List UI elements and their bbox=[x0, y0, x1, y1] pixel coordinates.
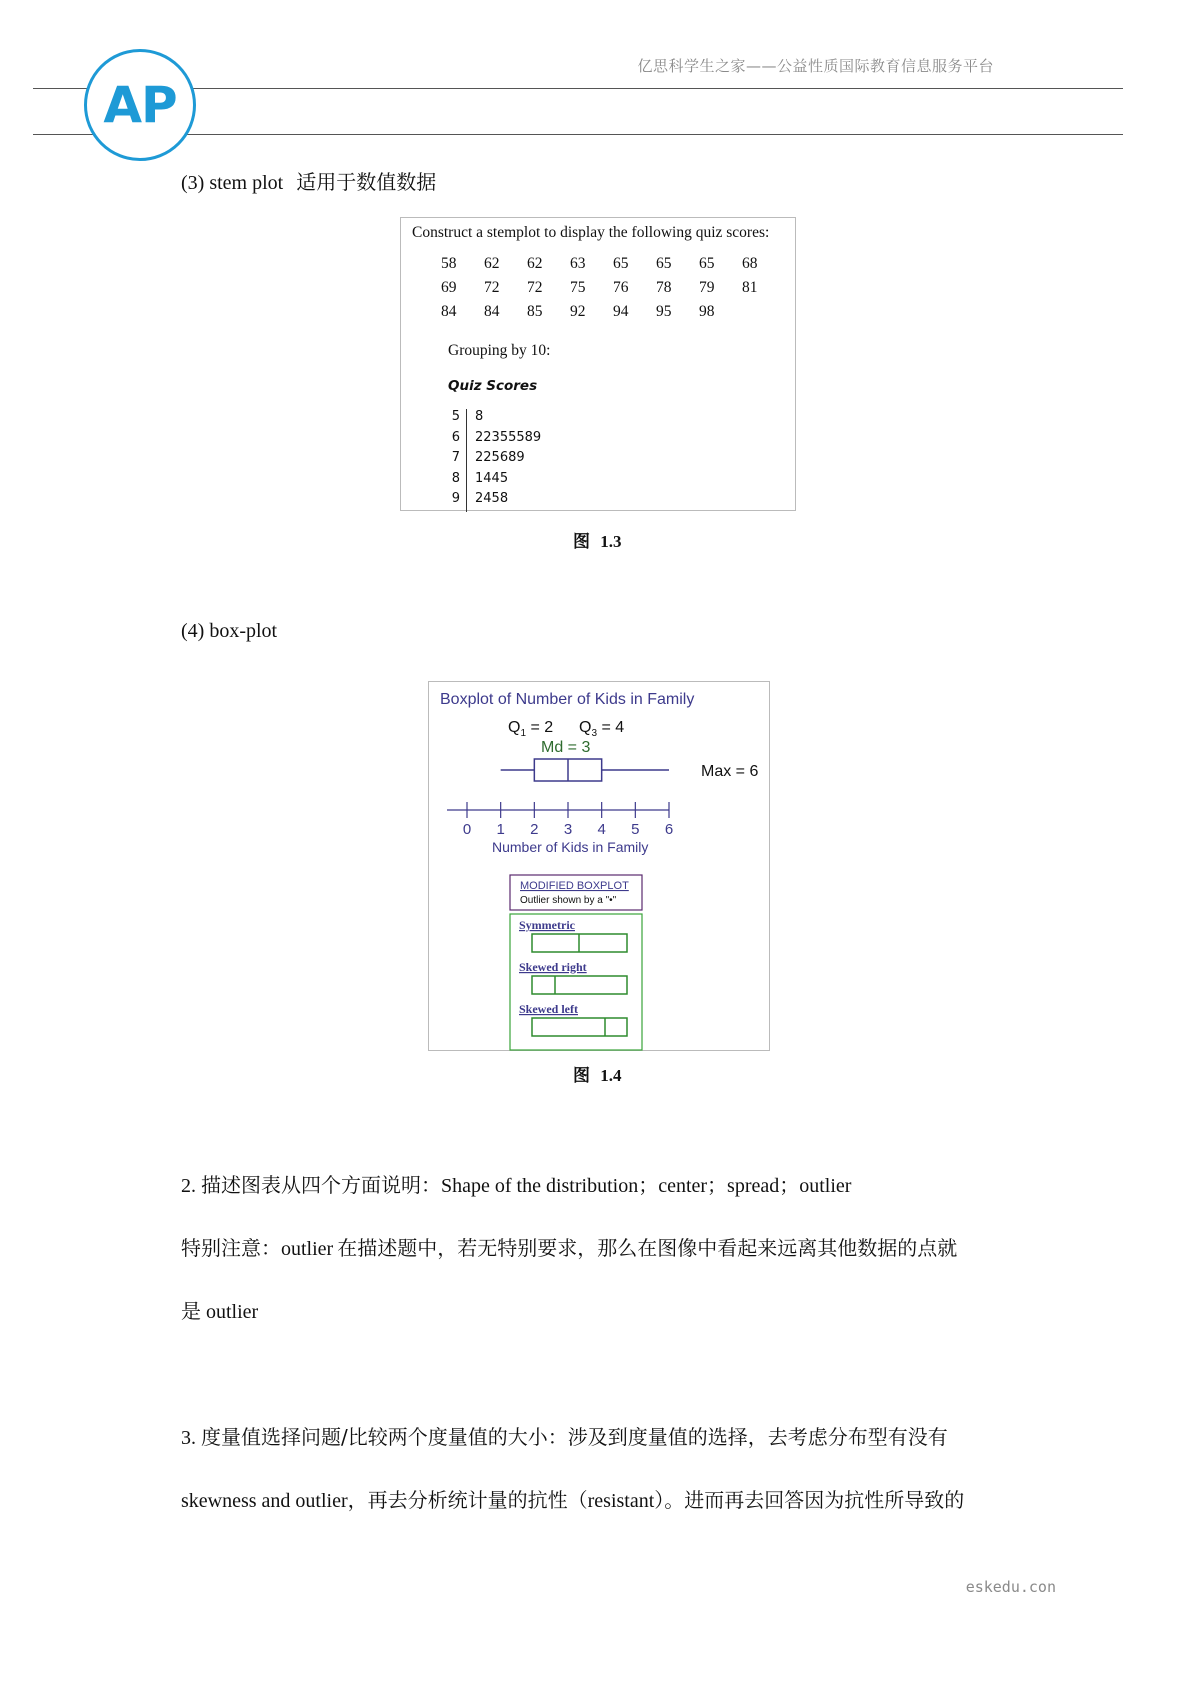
para3-line1 bbox=[181, 1421, 948, 1450]
caption-num: 1.4 bbox=[600, 1066, 622, 1085]
para3-line2-en2: resistant bbox=[587, 1490, 655, 1512]
para3-cjk: 度量值选择问题/比较两个度量值的大小：涉及到度量值的选择，去考虑分布型有没有 bbox=[201, 1425, 948, 1449]
stem: 8 bbox=[447, 471, 467, 492]
x-tick-label-6: 6 bbox=[664, 821, 674, 838]
section3-desc: 适用于数值数据 bbox=[296, 170, 437, 194]
para2-num: 2. bbox=[181, 1175, 196, 1197]
para2-line2-cjk1: 特别注意： bbox=[181, 1236, 281, 1260]
caption-cjk: 图 bbox=[573, 1066, 590, 1086]
scores-row bbox=[441, 255, 785, 279]
ap-logo bbox=[84, 49, 196, 161]
score-cell: 72 bbox=[484, 279, 500, 296]
grouping-label: Grouping by 10: bbox=[448, 342, 551, 359]
para2-rest: Shape of the distribution；center；spread；outlier bbox=[441, 1175, 852, 1197]
footer-site: eskedu.con bbox=[965, 1578, 1056, 1596]
para3-line2-cjk1: ，再去分析统计量的抗性（ bbox=[347, 1488, 588, 1512]
x-tick-label-1: 1 bbox=[496, 821, 505, 838]
leaf: 8 bbox=[475, 409, 484, 424]
score-cell: 62 bbox=[484, 255, 500, 272]
stem-row bbox=[447, 409, 541, 430]
q3-label bbox=[579, 719, 624, 739]
scores-row bbox=[441, 303, 785, 327]
q1-val: = 2 bbox=[526, 719, 554, 736]
score-cell: 81 bbox=[742, 279, 758, 296]
caption-cjk: 图 bbox=[573, 532, 590, 552]
para3-num: 3. bbox=[181, 1427, 196, 1449]
q1-label bbox=[508, 719, 553, 739]
score-cell: 79 bbox=[699, 279, 715, 296]
score-cell: 65 bbox=[699, 255, 715, 272]
leaf: 2458 bbox=[475, 491, 509, 506]
x-tick-label-4: 4 bbox=[597, 821, 606, 838]
score-cell: 78 bbox=[656, 279, 672, 296]
section-stem-plot-heading bbox=[181, 166, 436, 195]
shape-label-skewed-right: Skewed right bbox=[519, 960, 587, 974]
header-rule-top bbox=[33, 88, 1123, 89]
stem: 9 bbox=[447, 491, 467, 512]
para2-line2-en: outlier bbox=[281, 1238, 334, 1260]
score-cell: 75 bbox=[570, 279, 586, 296]
x-tick-label-3: 3 bbox=[563, 821, 573, 838]
score-cell: 85 bbox=[527, 303, 543, 320]
para2-line3-en: outlier bbox=[206, 1301, 259, 1323]
para2-line3-cjk: 是 bbox=[181, 1299, 201, 1323]
stem: 7 bbox=[447, 450, 467, 471]
section-box-plot-heading: (4) box-plot bbox=[181, 620, 278, 642]
score-cell: 69 bbox=[441, 279, 457, 296]
modified-boxplot-sub: Outlier shown by a "•" bbox=[520, 895, 617, 906]
q1-sub: 1 bbox=[520, 728, 527, 739]
stem-row bbox=[447, 430, 541, 451]
stem-row bbox=[447, 450, 541, 471]
score-cell: 65 bbox=[656, 255, 672, 272]
stem-row bbox=[447, 471, 541, 492]
shape-label-skewed-left: Skewed left bbox=[519, 1002, 578, 1016]
score-cell: 84 bbox=[441, 303, 457, 320]
score-cell: 72 bbox=[527, 279, 543, 296]
boxplot-title: Boxplot of Number of Kids in Family bbox=[440, 691, 695, 708]
caption-num: 1.3 bbox=[600, 532, 622, 551]
stemplot-table bbox=[447, 409, 541, 512]
q1-letter: Q bbox=[508, 719, 521, 736]
x-axis-title: Number of Kids in Family bbox=[492, 839, 649, 855]
score-cell: 63 bbox=[570, 255, 586, 272]
stem-row bbox=[447, 491, 541, 512]
figure-1-4-caption bbox=[573, 1061, 622, 1086]
leaf: 225689 bbox=[475, 450, 525, 465]
stemplot-table-title: Quiz Scores bbox=[448, 378, 538, 394]
stemplot-question: Construct a stemplot to display the following quiz scores: bbox=[412, 224, 770, 241]
x-tick-label-0: 0 bbox=[462, 821, 472, 838]
score-cell: 98 bbox=[699, 303, 715, 320]
para3-line2-cjk2: ）。进而再去回答因为抗性所导致的 bbox=[654, 1488, 965, 1512]
score-cell: 76 bbox=[613, 279, 629, 296]
score-cell: 94 bbox=[613, 303, 629, 320]
q3-sub: 3 bbox=[591, 728, 598, 739]
para2-line2 bbox=[181, 1232, 957, 1261]
median-label: Md = 3 bbox=[541, 739, 591, 756]
leaf: 1445 bbox=[475, 470, 509, 486]
scores-grid bbox=[441, 255, 785, 327]
boxplot-svg bbox=[429, 682, 771, 1052]
shape-label-symmetric: Symmetric bbox=[519, 918, 575, 932]
score-cell: 84 bbox=[484, 303, 500, 320]
max-label: Max = 6 bbox=[701, 763, 759, 780]
score-cell: 58 bbox=[441, 255, 457, 272]
score-cell: 95 bbox=[656, 303, 672, 320]
section3-num: (3) stem plot bbox=[181, 172, 284, 194]
para2-line1 bbox=[181, 1169, 851, 1198]
stem: 5 bbox=[447, 409, 467, 430]
stemplot-figure bbox=[400, 217, 796, 511]
score-cell: 68 bbox=[742, 255, 758, 272]
q3-letter: Q bbox=[579, 719, 592, 736]
para3-line2 bbox=[181, 1484, 964, 1513]
score-cell: 62 bbox=[527, 255, 543, 272]
logo-text: AP bbox=[103, 76, 177, 134]
x-tick-label-5: 5 bbox=[631, 821, 640, 838]
para2-cjk: 描述图表从四个方面说明： bbox=[201, 1173, 441, 1197]
para2-line3 bbox=[181, 1295, 258, 1324]
scores-row bbox=[441, 279, 785, 303]
score-cell: 65 bbox=[613, 255, 629, 272]
figure-1-3-caption bbox=[573, 527, 622, 552]
para2-line2-cjk2: 在描述题中，若无特别要求，那么在图像中看起来远离其他数据的点就 bbox=[337, 1236, 958, 1260]
modified-boxplot-title: MODIFIED BOXPLOT bbox=[520, 880, 629, 892]
leaf: 22355589 bbox=[475, 429, 542, 445]
para3-line2-en: skewness and outlier bbox=[181, 1490, 348, 1512]
x-tick-label-2: 2 bbox=[530, 821, 539, 838]
header-site-title: 亿思科学生之家——公益性质国际教育信息服务平台 bbox=[637, 57, 994, 75]
stem: 6 bbox=[447, 430, 467, 451]
header-rule-bottom bbox=[33, 134, 1123, 135]
q3-val: = 4 bbox=[597, 719, 625, 736]
boxplot-figure bbox=[428, 681, 770, 1051]
score-cell: 92 bbox=[570, 303, 586, 320]
